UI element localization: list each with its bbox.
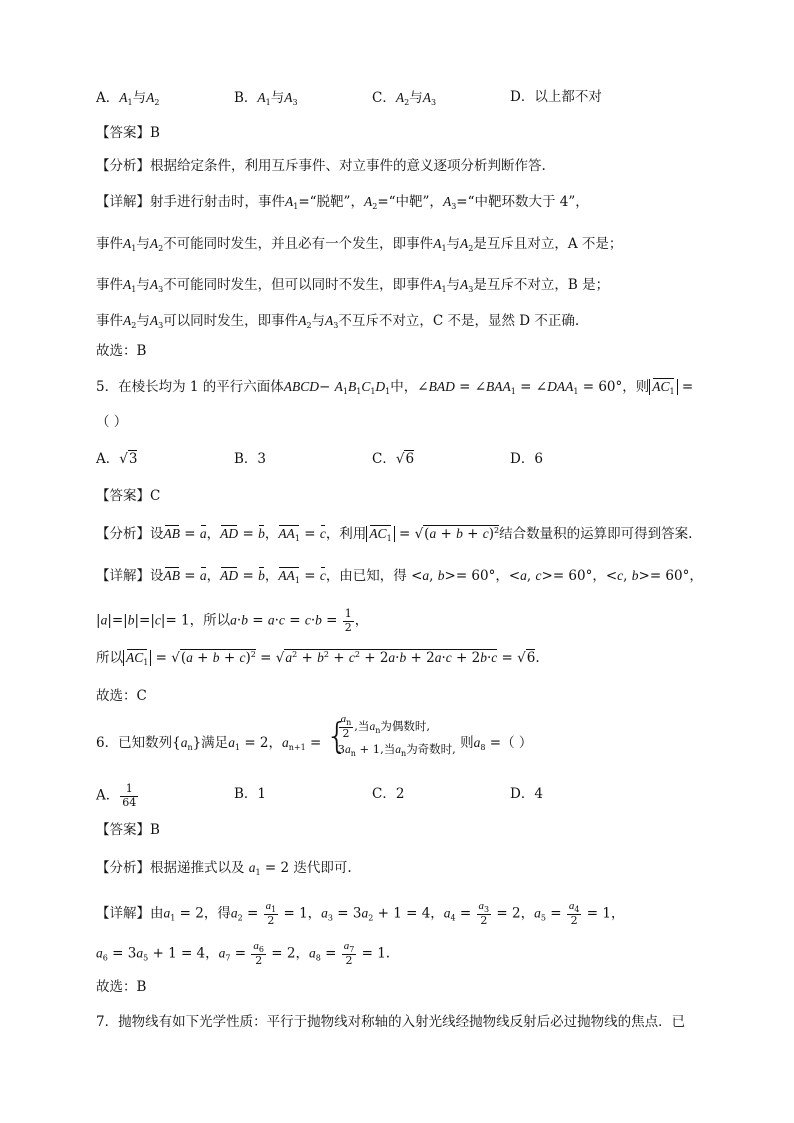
q6-answer [96,824,160,838]
q6-detail-line2: $a_6 = 3a_5 + 1 = 4$，$a_7$ = $\frac{a_6}{2}$ = 2，$a_8$ = $\frac{a_7}{2}$ = 1. [96,940,391,968]
q4-option-b [234,91,298,107]
q5-answer-value: C [150,488,161,504]
q5-option-d-text: 6 [534,451,543,467]
q5-option-b-text: 3 [257,451,267,467]
q4-detail-line3: 事件$A_1$与$A_3$不可能同时发生，但可以同时不发生，即事件$A_1$与$A_3$是互斥不对立，B 是； [96,277,610,294]
q4-analysis-text: 根据给定条件，利用互斥事件、对立事件的意义逐项分析判断作答. [150,158,546,174]
q5-option-d-letter: D． [510,451,535,467]
q6-option-a [96,783,139,809]
q6-answer-value: B [150,822,160,838]
q6-option-c [372,788,404,802]
q6-option-d [510,788,543,802]
q6-answer-label: 【答案】 [96,822,150,838]
q4-option-b-letter: B． [234,90,258,106]
q7-stem-line1: 7．抛物线有如下光学性质：平行于抛物线对称轴的入射光线经抛物线反射后必过抛物线的焦点．已 [96,1014,686,1030]
q6-option-c-text: 2 [395,786,405,802]
q4-choice: 故选：B [96,343,147,359]
q5-detail-line1: 【详解】设AB = a，AD = b，$AA_1 = c$，由已知，得 <a, b>= 60°，<a, c>= 60°，<c, b>= 60°， [96,568,703,585]
q4-detail-label: 【详解】 [96,194,150,210]
q4-analysis [96,160,546,174]
q5-analysis: 【分析】设AB = a，AD = b，$AA_1 = c$，利用 $AC_1 = √(a + b + c)^2$结合数量积的运算即可得到答案. [96,526,693,543]
q4-option-d-text: 以上都不对 [534,89,602,105]
q6-analysis: 【分析】根据递推式以及 $a_1 = 2$ 迭代即可. [96,860,352,877]
q4-answer-label: 【答案】 [96,125,150,141]
q5-detail-line2: |a|=|b|=|c|= 1，所以a·b = a·c = c·b = $\frac{1}{2}$ ， [96,607,369,634]
q4-detail-line2: 事件$A_1$与$A_2$不可能同时发生，并且必有一个发生，即事件$A_1$与$A_2$是互斥且对立，A 不是； [96,236,623,253]
q5-option-a [96,453,137,467]
q5-option-b [234,453,266,467]
q5-detail-label: 【详解】 [96,568,150,584]
q5-option-c [372,453,414,467]
q4-option-c-text: $A_2$与$A_3$ [395,90,437,107]
q5-detail-line3: 所以 $AC_1 = √(a + b + c)^2 = √a^2 + b^2 + c^2 + 2a\cdot b + 2a\cdot c + 2b\cdot c = √6$. [96,650,540,667]
q6-analysis-label: 【分析】 [96,860,150,876]
q5-option-a-text: √3 [119,451,138,467]
q4-option-d [510,91,602,105]
q4-answer-value: B [150,125,160,141]
q4-option-a-letter: A． [96,90,120,106]
q5-option-a-letter: A． [96,451,120,467]
q5-option-b-letter: B． [234,451,258,467]
q4-detail-line1: 【详解】射手进行射击时，事件$A_1=“$脱靶”，$A_2=“$中靶”，$A_3=“$中靶环数大于 4”， [96,194,589,211]
q6-option-b-letter: B． [234,786,258,802]
q6-detail-label: 【详解】 [96,905,150,922]
q4-answer [96,127,160,141]
q6-detail-line1: 【详解】由$a_1 = 2$，得$a_2$ = $\frac{a_1}{2}$ = 1，$a_3 = 3a_2 + 1 = 4$，$a_4$ = $\frac{a_3}{2}$ = 2，$a_5$ = $\frac{a_4}{2}$ = 1， [96,900,625,928]
q6-option-a-letter: A． [96,787,120,804]
q4-option-c [372,91,436,107]
q6-option-b-text: 1 [257,786,267,802]
q6-choice: 故选：B [96,979,147,995]
q6-option-d-text: 4 [534,786,543,802]
q4-detail-line4: 事件$A_2$与$A_3$可以同时发生，即事件$A_2$与$A_3$不互斥不对立，C 不是，显然 D 不正确. [96,313,580,330]
q5-choice: 故选：C [96,688,147,704]
q4-analysis-label: 【分析】 [96,158,150,174]
q6-option-a-text: $\frac{1}{64}$ [122,782,137,809]
q5-option-c-text: √6 [395,451,415,467]
q4-option-d-letter: D． [510,89,535,105]
q5-answer-label: 【答案】 [96,488,150,504]
q4-option-a [96,91,159,107]
q5-option-d [510,453,543,467]
q4-option-a-text: $A_1$与$A_2$ [119,90,160,107]
q5-option-c-letter: C． [372,451,396,467]
q6-option-b [234,788,266,802]
q5-stem-line2: （ ） [96,414,128,430]
q6-option-d-letter: D． [510,786,535,802]
q5-stem-line1: 5．在棱长均为 1 的平行六面体ABCD− $A_1B_1C_1D_1$中，∠BAD = $\angle BAA_1$ = $\angle DAA_1 = 60^\circ$，则 $AC_1$ = [96,379,694,396]
q6-option-c-letter: C． [372,786,396,802]
q5-analysis-label: 【分析】 [96,526,150,542]
q4-option-c-letter: C． [372,90,396,106]
q4-option-b-text: $A_1$与$A_3$ [257,90,298,107]
q5-answer [96,490,160,504]
q6-stem: 6．已知数列$\{a_n\}$满足$a_1 = 2$，$a_{n+1}$ = { $\frac{a_n}{2}$ ,当$a_n$为偶数时, $3a_n + 1$,当$a_n$为奇数时, 则$a_8$ =（ ） [96,727,532,760]
